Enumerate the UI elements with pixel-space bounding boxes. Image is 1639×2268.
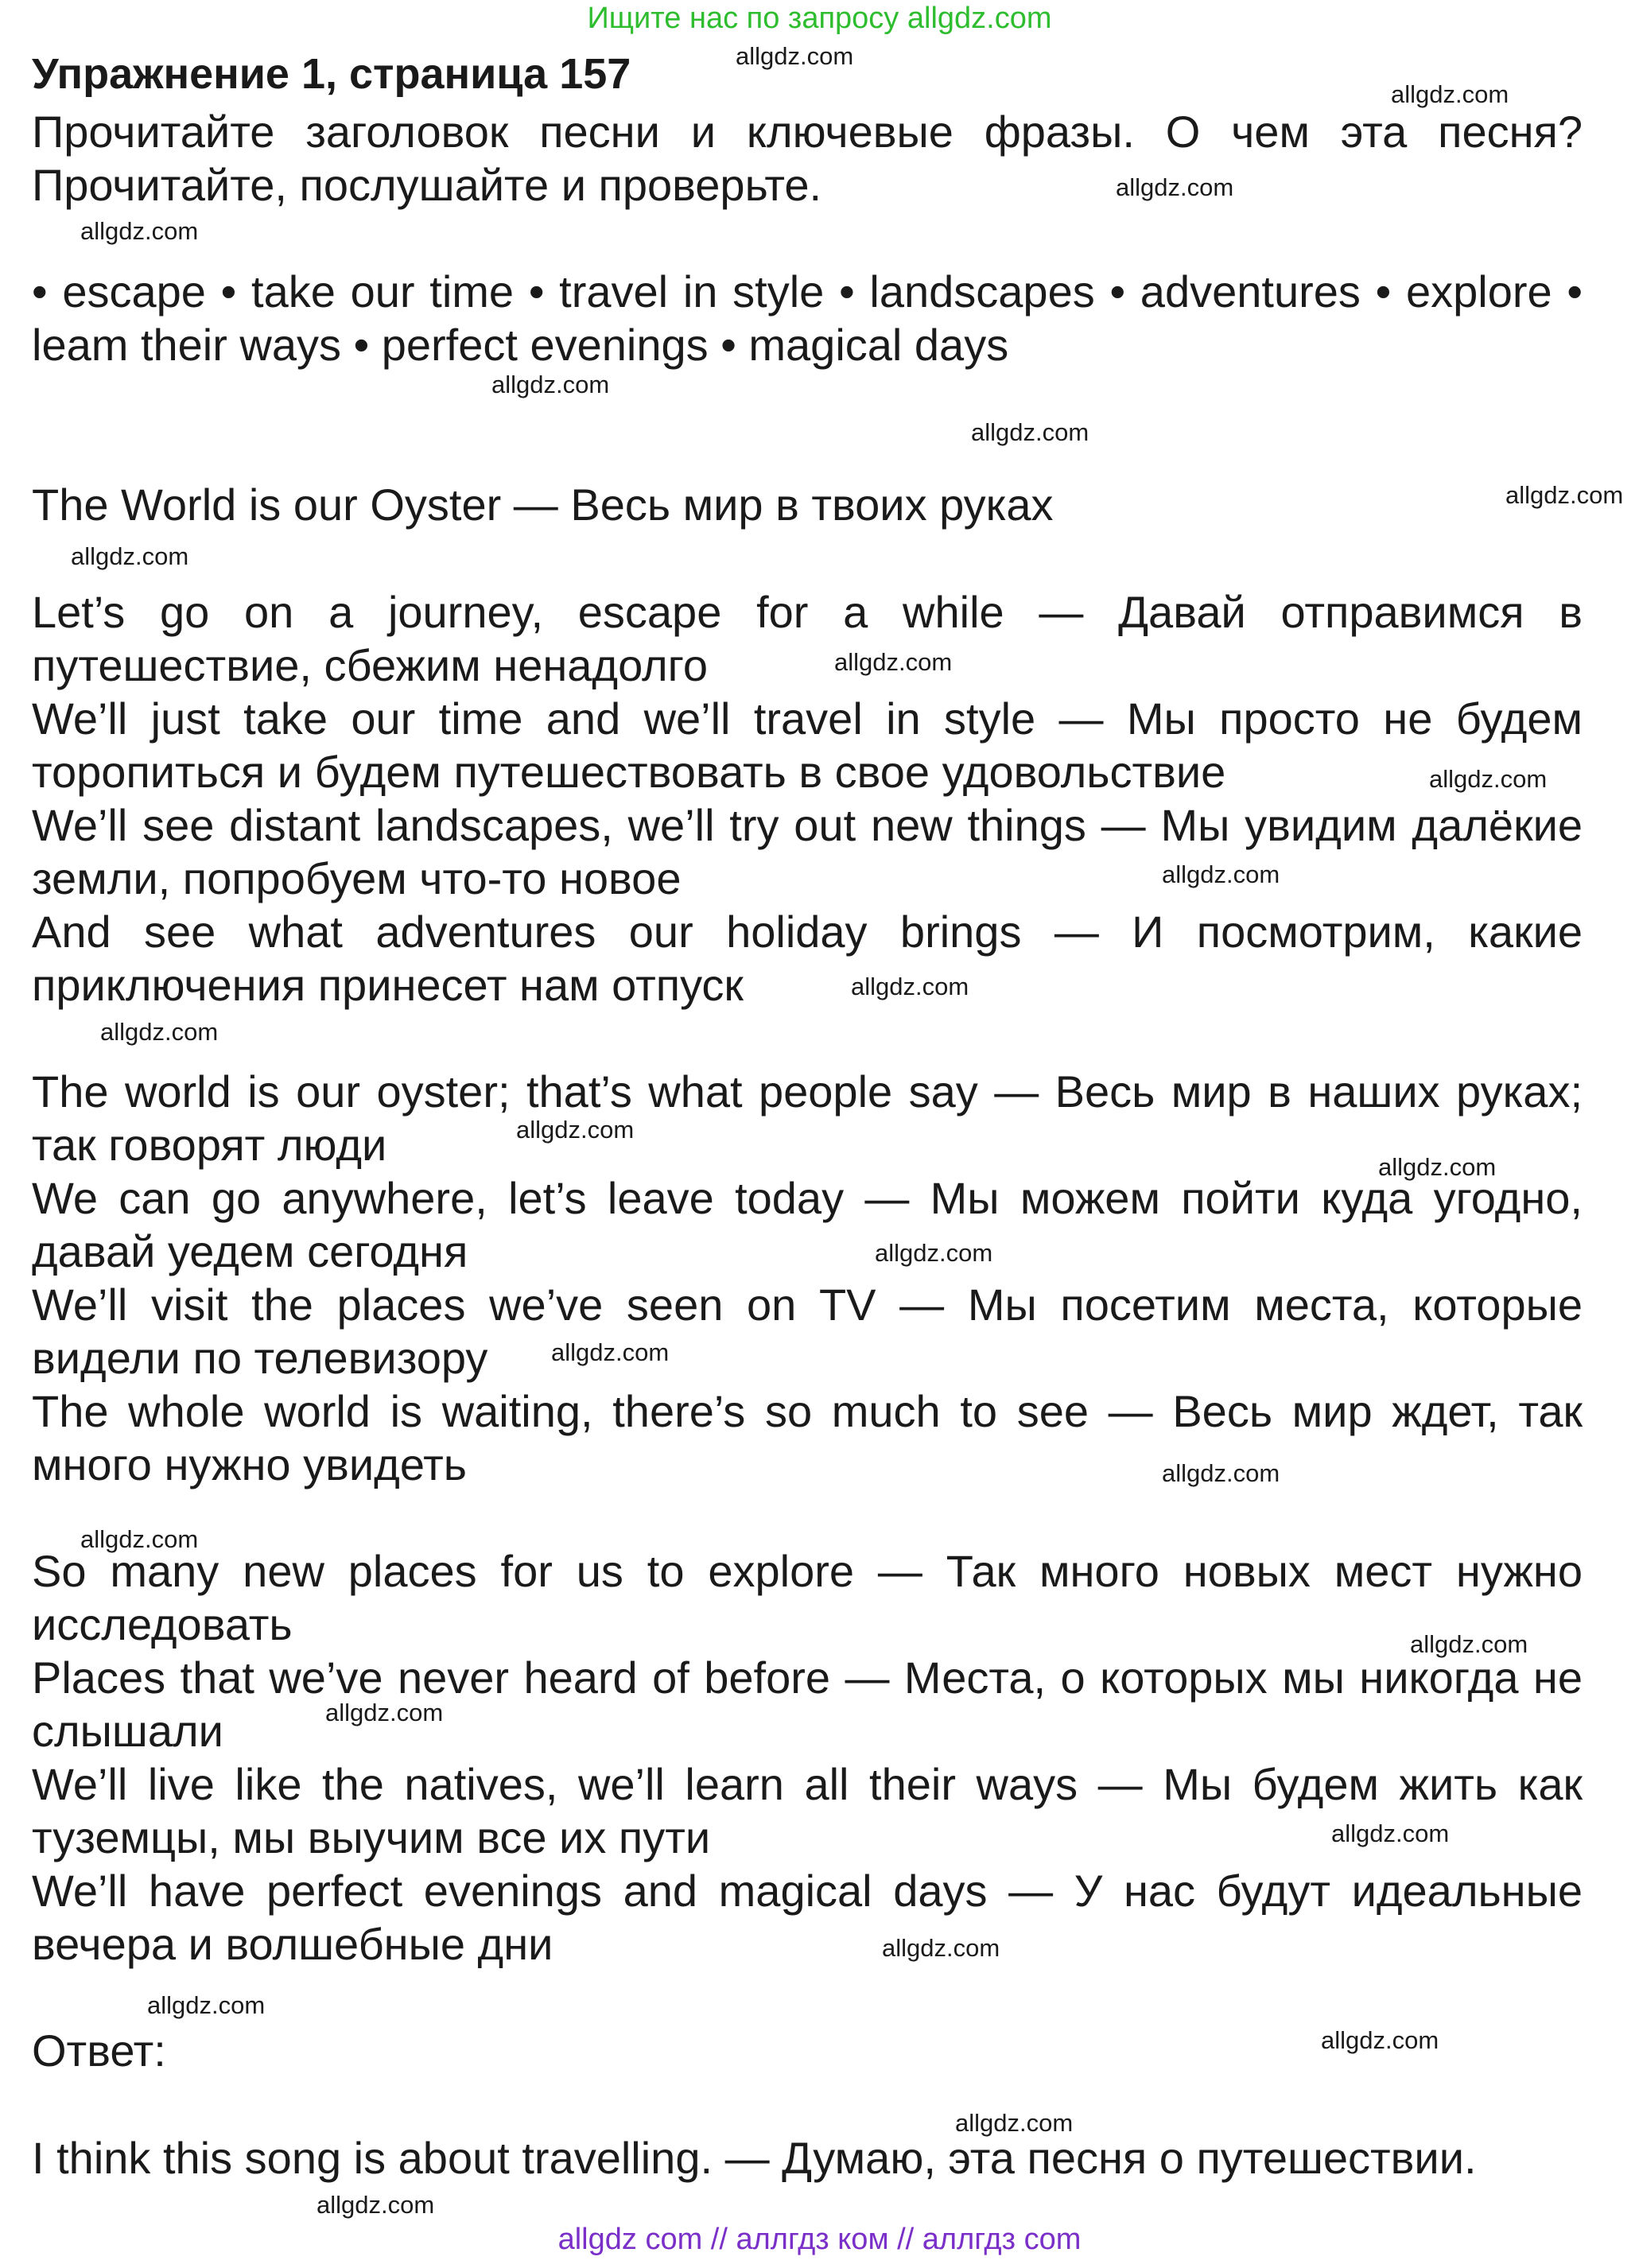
watermark: allgdz.com <box>80 217 199 245</box>
watermark: allgdz.com <box>1162 860 1280 888</box>
verse-2 <box>32 1065 1583 1491</box>
watermark: allgdz.com <box>317 2191 435 2219</box>
watermark: allgdz.com <box>955 2109 1074 2137</box>
watermark: allgdz.com <box>147 1991 266 2019</box>
watermark: allgdz.com <box>875 1239 993 1267</box>
watermark: allgdz.com <box>882 1934 1000 1962</box>
verse-line: We’ll just take our time and we’ll travel in style — Мы просто не будем торопиться и будем путешествовать в свое удовольствие <box>32 693 1583 797</box>
verse-3 <box>32 1544 1583 1971</box>
watermark: allgdz.com <box>1505 481 1624 509</box>
watermark: allgdz.com <box>971 418 1089 446</box>
watermark: allgdz.com <box>851 973 969 1000</box>
verse-line: And see what adventures our holiday brings — И посмотрим, какие приключения принесет нам отпуск <box>32 907 1583 1010</box>
watermark: allgdz.com <box>551 1338 670 1366</box>
watermark: allgdz.com <box>834 648 953 676</box>
watermark: allgdz.com <box>491 371 610 398</box>
watermark: allgdz.com <box>325 1699 444 1726</box>
answer-label: Ответ: <box>32 2025 166 2076</box>
footer: allgdz com // аллгдз ком // аллгдз com <box>557 2223 1082 2256</box>
verse-line: We’ll see distant landscapes, we’ll try out new things — Мы увидим далёкие земли, попробуем что-то новое <box>32 800 1583 903</box>
watermark: allgdz.com <box>71 542 189 570</box>
verse-line: Let’s go on a journey, escape for a while — Давай отправимся в путешествие, сбежим ненадолго <box>32 587 1583 690</box>
verse-line: The whole world is waiting, there’s so much to see — Весь мир ждет, так много нужно увидеть <box>32 1386 1583 1489</box>
watermark: allgdz.com <box>80 1525 199 1553</box>
watermark: allgdz.com <box>1410 1630 1528 1658</box>
watermark: allgdz.com <box>1429 765 1548 793</box>
watermark: allgdz.com <box>1378 1153 1497 1181</box>
instruction-text: Прочитайте заголовок песни и ключевые фразы. О чем эта песня? Прочитайте, послушайте и проверьте. <box>32 107 1583 210</box>
watermark: allgdz.com <box>1391 80 1509 108</box>
watermark: allgdz.com <box>1331 1819 1450 1847</box>
exercise-title: Упражнение 1, страница 157 <box>32 50 631 98</box>
verse-line: We’ll have perfect evenings and magical days — У нас будут идеальные вечера и волшебные дни <box>32 1866 1583 1969</box>
watermark: allgdz.com <box>100 1018 219 1046</box>
verse-line: We’ll live like the natives, we’ll learn all their ways — Мы будем жить как туземцы, мы выучим все их пути <box>32 1759 1583 1862</box>
watermark: allgdz.com <box>516 1116 635 1144</box>
watermark: allgdz.com <box>1116 173 1234 201</box>
verse-line: So many new places for us to explore — Так много новых мест нужно исследовать <box>32 1546 1583 1649</box>
watermark: allgdz.com <box>736 42 854 70</box>
verse-1 <box>32 585 1583 1012</box>
verse-line: Places that we’ve never heard of before — Места, о которых мы никогда не слышали <box>32 1652 1583 1756</box>
watermark: allgdz.com <box>1321 2026 1439 2054</box>
verse-line: The world is our oyster; that’s what people say — Весь мир в наших руках; так говорят люди <box>32 1066 1583 1170</box>
key-phrases: • escape • take our time • travel in style • landscapes • adventures • explore • leam their ways • perfect evenings • magical days <box>32 266 1583 370</box>
verse-line: We can go anywhere, let’s leave today — Мы можем пойти куда угодно, давай уедем сегодня <box>32 1173 1583 1276</box>
top-banner: Ищите нас по запросу allgdz.com <box>587 2 1052 35</box>
answer-text: I think this song is about travelling. — Думаю, эта песня о путешествии. <box>32 2133 1477 2183</box>
watermark: allgdz.com <box>1162 1459 1280 1487</box>
verse-line: We’ll visit the places we’ve seen on TV — Мы посетим места, которые видели по телевизору <box>32 1280 1583 1383</box>
song-title: The World is our Oyster — Весь мир в твоих руках <box>32 480 1054 530</box>
